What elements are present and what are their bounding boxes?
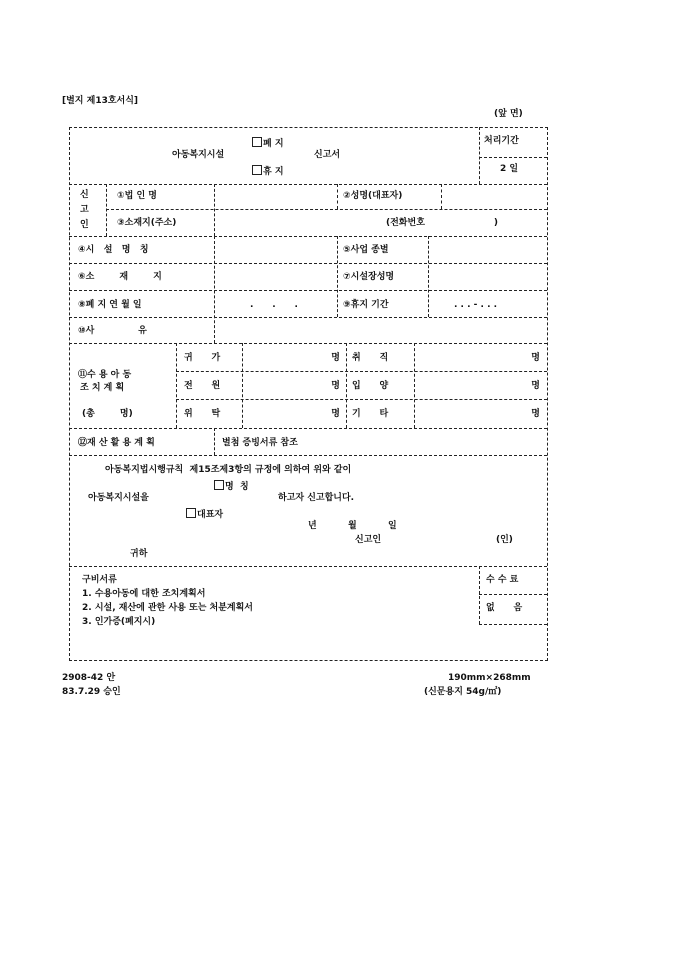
divider: [214, 184, 215, 236]
placement-adoption: 입 양: [352, 381, 389, 391]
checkbox-name-icon[interactable]: [214, 480, 224, 490]
option-closure[interactable]: 폐 지: [252, 137, 284, 149]
asset-value: 별첨 증빙서류 참조: [222, 438, 298, 448]
document-item: 2. 시설, 재산에 관한 사용 또는 처분계획서: [82, 603, 254, 613]
reason-label: ⑩사 유: [78, 326, 147, 336]
divider: [176, 371, 547, 372]
location-label: ⑥소 재 지: [78, 272, 162, 282]
divider: [69, 236, 547, 237]
divider: [69, 455, 547, 456]
form-title-prefix: 아동복지시설: [172, 150, 225, 160]
divider: [479, 566, 480, 624]
staff-label: ⑦시설장성명: [343, 272, 395, 282]
suspend-period-label: ⑨휴지 기간: [343, 300, 389, 310]
divider: [479, 624, 547, 625]
placement-transfer: 전 원: [184, 381, 221, 391]
corp-name-label: ①법 인 명: [117, 191, 157, 201]
applicant-label-3: 인: [80, 220, 89, 230]
asset-label: ⑫재 산 활 용 계 획: [78, 438, 155, 448]
checkbox-suspend-icon[interactable]: [252, 165, 262, 175]
rep-name-label: ②성명(대표자): [343, 191, 403, 201]
form-title-suffix: 신고서: [314, 150, 341, 160]
unit-label: 명: [531, 409, 540, 419]
fee-value: 없 음: [486, 603, 523, 613]
divider: [337, 184, 338, 209]
closure-date-label: ⑧폐 지 연 월 일: [78, 300, 142, 310]
divider: [69, 566, 547, 567]
divider: [176, 399, 547, 400]
divider: [479, 594, 547, 595]
placement-foster: 위 탁: [184, 409, 221, 419]
divider: [106, 184, 107, 236]
footer-approval: 83.7.29 승인: [62, 687, 121, 697]
divider: [69, 343, 547, 344]
page-side-label: (앞 면): [494, 109, 523, 119]
address-label: ③소재지(주소): [117, 218, 177, 228]
divider: [441, 184, 442, 209]
placement-label-2: 조 치 계 획: [80, 383, 125, 393]
divider: [106, 209, 547, 210]
option-representative[interactable]: 대표자: [186, 508, 223, 520]
declaration-line2-suffix: 하고자 신고합니다.: [278, 493, 355, 503]
seal-label: (인): [496, 535, 513, 545]
unit-label: 명: [531, 353, 540, 363]
applicant-label-2: 고: [80, 205, 89, 215]
unit-label: 명: [331, 409, 340, 419]
divider: [176, 343, 177, 428]
closure-date-value: . . .: [250, 300, 298, 310]
divider: [414, 343, 415, 428]
phone-label: (전화번호 ): [386, 218, 498, 228]
footer-size: 190mm×268mm: [448, 673, 531, 683]
form-frame: [69, 127, 548, 661]
declaration-line2-prefix: 아동복지시설을: [88, 493, 149, 503]
placement-label-1: ⑪수 용 아 동: [78, 370, 132, 380]
unit-label: 명: [531, 381, 540, 391]
reporter-label: 신고인: [355, 535, 382, 545]
business-type-label: ⑤사업 종별: [343, 245, 389, 255]
form-label: [별지 제13호서식]: [62, 96, 139, 106]
declaration-line1: 아동복지법시행규칙 제15조제3항의 규정에 의하여 위와 같이: [105, 465, 352, 475]
facility-name-label: ④시 설 명 칭: [78, 245, 149, 255]
divider: [337, 236, 338, 317]
divider: [214, 428, 215, 455]
divider: [242, 343, 243, 428]
divider: [69, 184, 547, 185]
divider: [479, 127, 480, 184]
checkbox-closure-icon[interactable]: [252, 137, 262, 147]
documents-title: 구비서류: [82, 575, 117, 585]
placement-home: 귀 가: [184, 353, 221, 363]
footer-code: 2908-42 안: [62, 673, 116, 683]
divider: [69, 428, 547, 429]
placement-other: 기 타: [352, 409, 389, 419]
processing-value: 2 일: [500, 164, 519, 174]
option-name[interactable]: 명 칭: [214, 480, 249, 492]
placement-label-3: (총 명): [82, 409, 133, 419]
divider: [69, 317, 547, 318]
divider: [479, 157, 547, 158]
divider: [428, 236, 429, 317]
divider: [69, 263, 547, 264]
checkbox-rep-icon[interactable]: [186, 508, 196, 518]
placement-job: 취 직: [352, 353, 389, 363]
suspend-period-value: . . . - . . .: [454, 300, 498, 310]
unit-label: 명: [331, 353, 340, 363]
applicant-label-1: 신: [80, 190, 89, 200]
fee-label: 수 수 료: [486, 575, 519, 585]
processing-label: 처리기간: [484, 136, 519, 146]
divider: [346, 343, 347, 428]
unit-label: 명: [331, 381, 340, 391]
document-item: 1. 수용아동에 대한 조치계획서: [82, 589, 206, 599]
option-suspend[interactable]: 휴 지: [252, 165, 284, 177]
document-item: 3. 인가증(폐지시): [82, 617, 156, 627]
declaration-date: 년 월 일: [308, 521, 397, 531]
footer-paper: (신문용지 54g/㎡): [424, 687, 502, 697]
divider: [69, 290, 547, 291]
addressee-label: 귀하: [130, 549, 148, 559]
